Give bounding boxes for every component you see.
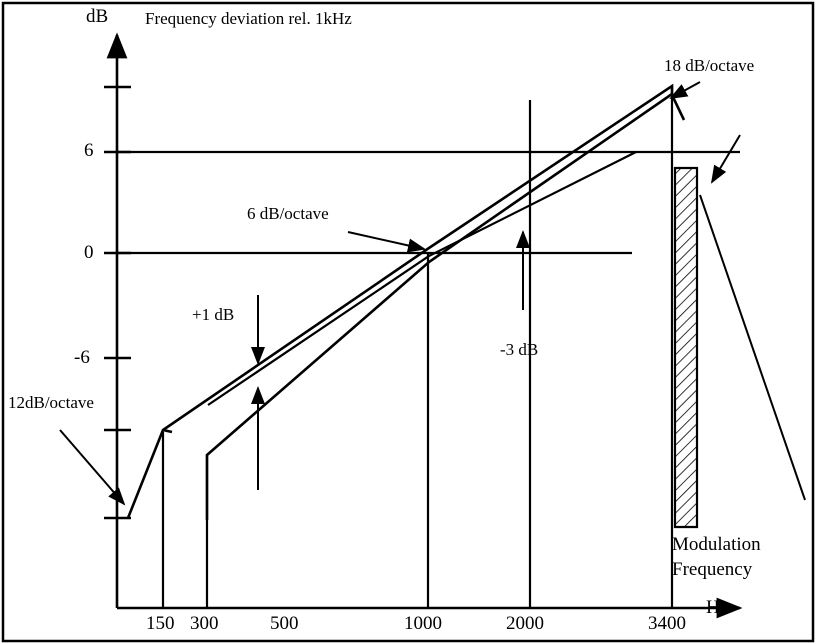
leader-18db [671,82,700,98]
series-nominal [208,152,636,405]
annotation-6db-octave: 6 dB/octave [247,204,329,223]
chart-title: Frequency deviation rel. 1kHz [145,9,352,28]
annotation-minus-3db: -3 dB [500,340,539,359]
x-tick-label-300: 300 [190,613,219,634]
y-axis-label: dB [86,6,109,27]
x-axis-label: Hz [706,597,729,618]
x-tick-label-3400: 3400 [648,613,686,634]
x-tick-label-2000: 2000 [506,613,544,634]
series-lower-tolerance [207,94,672,520]
annotation-12db-octave: 12dB/octave [8,393,94,412]
leader-band-top [712,135,740,182]
x-tick-label-150: 150 [146,613,175,634]
annotation-modulation: Modulation [672,534,761,555]
y-tick-label-minus6: -6 [74,347,90,368]
x-tick-label-500: 500 [270,613,299,634]
y-tick-label-0: 0 [84,242,94,263]
modulation-frequency-band [675,168,697,527]
y-tick-label-6: 6 [84,140,94,161]
leader-band-long [700,195,805,500]
leader-12db [60,430,124,504]
x-tick-label-1000: 1000 [404,613,442,634]
series-upper-tolerance [128,86,684,518]
annotation-plus-1db: +1 dB [192,305,235,324]
annotation-18db-octave: 18 dB/octave [664,56,755,75]
series-upper-knee [163,430,172,432]
annotation-frequency: Frequency [672,559,753,580]
leader-6db [348,232,424,249]
